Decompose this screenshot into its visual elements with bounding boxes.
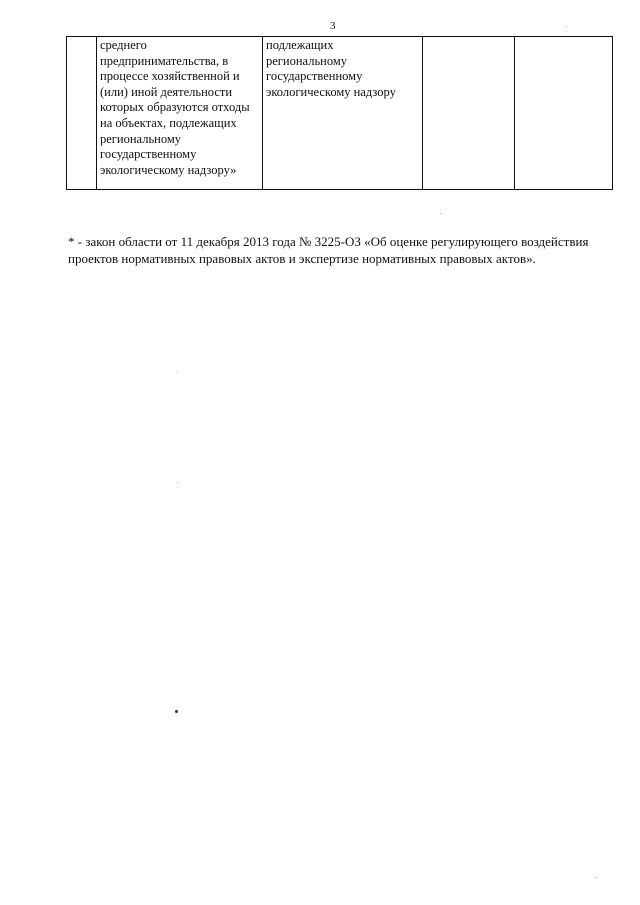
scan-speck <box>596 877 597 878</box>
table-cell-text: подлежащих региональному государственному экологическому надзору <box>266 38 396 99</box>
scan-speck <box>175 710 178 713</box>
footnote: * - закон области от 11 декабря 2013 года № 3225-ОЗ «Об оценке регулирующего воздействия проектов нормативных правовых актов и экспертизе нормативных правовых актов». <box>68 234 589 266</box>
table-row <box>67 37 613 190</box>
scan-speck <box>566 26 567 27</box>
table-cell-empty <box>515 37 613 190</box>
table-cell-subject <box>263 37 423 190</box>
scan-speck <box>177 482 178 483</box>
document-table <box>66 36 613 190</box>
table-cell-number <box>67 37 97 190</box>
scan-speck <box>177 372 178 373</box>
table-cell-description <box>97 37 263 190</box>
table-cell-text: среднего предпринимательства, в процессе хозяйственной и (или) иной деятельности которых образуются отходы на объектах, подлежащих региональному государственному экологическому надзору» <box>100 38 250 177</box>
page-number: 3 <box>330 20 336 32</box>
scan-speck <box>440 213 441 214</box>
table-cell-empty <box>423 37 515 190</box>
